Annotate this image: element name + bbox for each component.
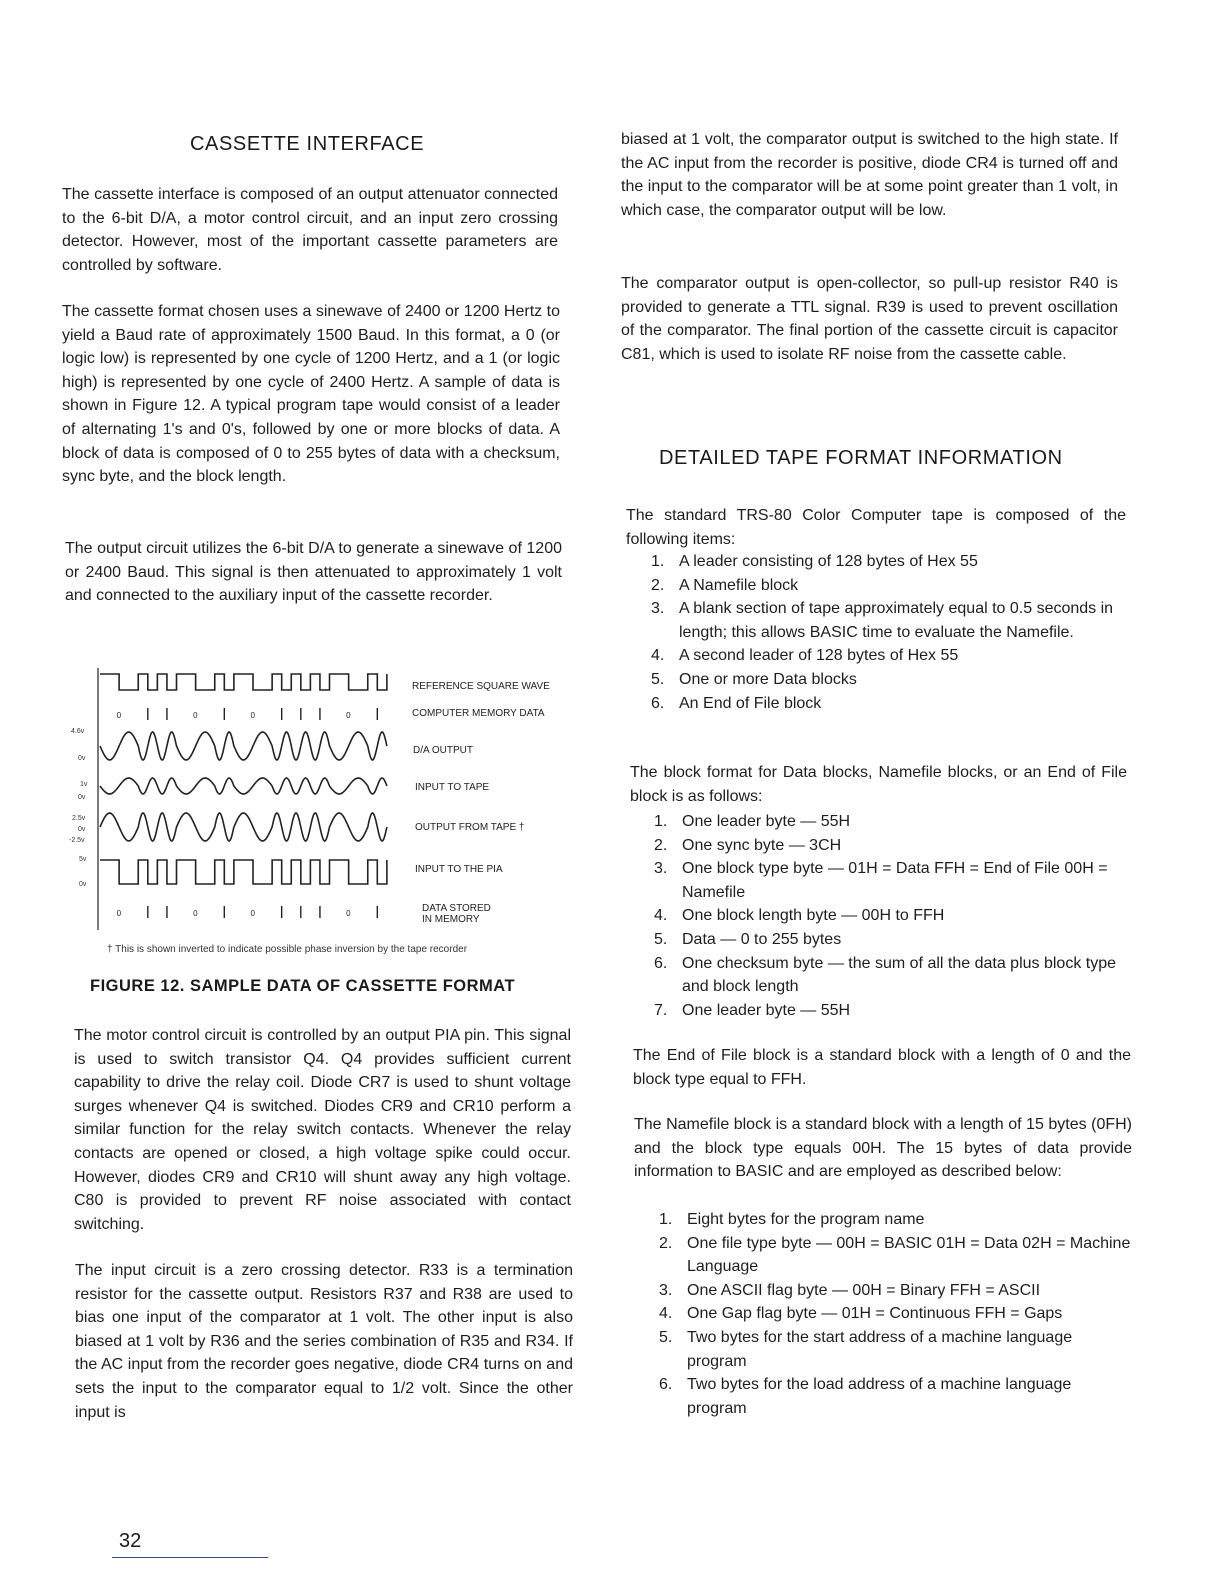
voltage-1v: 1v	[80, 781, 88, 788]
stored-bit-zero: 0	[250, 909, 255, 918]
list-item: 6. Two bytes for the load address of a machine language program	[659, 1376, 1072, 1417]
paragraph-block-format: The block format for Data blocks, Namefile blocks, or an End of File block is as follows:	[630, 764, 1127, 805]
memory-bit-zero: 0	[193, 711, 198, 720]
paragraph-end-of-file: The End of File block is a standard block with a length of 0 and the block type equal to FFH.	[633, 1047, 1131, 1088]
list-item: 4. A second leader of 128 bytes of Hex 55	[651, 647, 959, 665]
list-item: 1. A leader consisting of 128 bytes of Hex 55	[651, 553, 978, 570]
voltage-neg-2-5v: -2.5v	[69, 837, 85, 844]
figure-12-waveforms	[60, 662, 580, 942]
paragraph-comparator-output: The comparator output is open-collector, so pull-up resistor R40 is provided to generate a TTL signal. R39 is used to prevent oscillation of the comparator. The final portion of the cassette circuit is capacitor C81, which is used to isolate RF noise from the cassette cable.	[621, 275, 1118, 363]
paragraph-output-circuit: The output circuit utilizes the 6-bit D/A to generate a sinewave of 1200 or 2400 Baud. This signal is then attenuated to approximately 1 volt and connected to the auxiliary input of the cassette recorder.	[65, 540, 562, 605]
heading-detailed-tape-format: DETAILED TAPE FORMAT INFORMATION	[659, 447, 1063, 469]
label-input-to-pia: INPUT TO THE PIA	[415, 864, 503, 875]
memory-bit-zero: 0	[346, 711, 351, 720]
list-item: 6. One checksum byte — the sum of all the data plus block type and block length	[654, 954, 1116, 996]
list-item: 5. One or more Data blocks	[651, 670, 857, 688]
paragraph-tape-intro: The standard TRS-80 Color Computer tape is composed of the following items:	[626, 507, 1126, 548]
label-output-from-tape: OUTPUT FROM TAPE †	[415, 822, 525, 833]
paragraph-cassette-intro: The cassette interface is composed of an output attenuator connected to the 6-bit D/A, a motor control circuit, and an input zero crossing detector. However, most of the important cassette parameters are controlled by software.	[62, 186, 558, 274]
paragraph-comparator-continued: biased at 1 volt, the comparator output is switched to the high state. If the AC input from the recorder is positive, diode CR4 is turned off and the input to the comparator will be at some point greater than 1 volt, in which case, the comparator output will be low.	[621, 131, 1118, 219]
trace-input-to-pia	[100, 860, 387, 884]
list-item: 3. One ASCII flag byte — 00H = Binary FFH = ASCII	[659, 1281, 1041, 1299]
voltage-2-5v: 2.5v	[72, 815, 86, 822]
bit-row-stored-memory	[117, 906, 378, 918]
memory-bit-zero: 0	[250, 711, 255, 720]
paragraph-namefile: The Namefile block is a standard block with a length of 15 bytes (0FH) and the block type equals 00H. The 15 bytes of data provide information to BASIC and are employed as described below:	[634, 1116, 1132, 1181]
list-item: 2. One sync byte — 3CH	[654, 836, 842, 854]
list-block-items	[654, 810, 1130, 1022]
list-tape-items	[651, 550, 1125, 715]
list-item: 1. One leader byte — 55H	[654, 813, 851, 830]
figure-footnote: † This is shown inverted to indicate possible phase inversion by the tape recorder	[107, 944, 468, 955]
voltage-5v: 5v	[79, 856, 87, 863]
list-item: 5. Data — 0 to 255 bytes	[654, 930, 842, 948]
label-computer-memory-data: COMPUTER MEMORY DATA	[412, 708, 545, 719]
list-item: 2. One file type byte — 00H = BASIC 01H = Data 02H = Machine Language	[659, 1234, 1131, 1276]
voltage-0v-a: 0v	[78, 755, 86, 762]
list-namefile-items	[659, 1208, 1135, 1420]
voltage-0v-c: 0v	[78, 826, 86, 833]
trace-da-output	[100, 732, 387, 760]
list-item: 4. One block length byte — 00H to FFH	[654, 907, 945, 925]
heading-cassette-interface: CASSETTE INTERFACE	[190, 133, 425, 155]
list-item: 2. A Namefile block	[651, 576, 799, 594]
label-da-output: D/A OUTPUT	[413, 745, 474, 756]
trace-output-from-tape	[100, 813, 387, 841]
memory-bit-zero: 0	[116, 711, 122, 720]
paragraph-motor-control: The motor control circuit is controlled by an output PIA pin. This signal is used to switch transistor Q4. Q4 provides sufficient current capability to drive the relay coil. Diode CR7 is used to shunt voltage surges whenever Q4 is switched. Diodes CR9 and CR10 perform a similar function for the relay switch contacts. Whenever the relay contacts are opened or closed, a high voltage spike could occur. However, diodes CR9 and CR10 will shunt away any high voltage. C80 is provided to prevent RF noise associated with contact switching.	[74, 1027, 571, 1233]
waveform-traces	[98, 668, 387, 930]
list-item: 4. One Gap flag byte — 01H = Continuous FFH = Gaps	[659, 1305, 1063, 1323]
stored-bit-zero: 0	[193, 909, 198, 918]
waveform-labels	[412, 681, 550, 925]
list-item: 1. Eight bytes for the program name	[659, 1211, 925, 1228]
paragraph-cassette-format: The cassette format chosen uses a sinewave of 2400 or 1200 Hertz to yield a Baud rate of approximately 1500 Baud. In this format, a 0 (or logic low) is represented by one cycle of 1200 Hertz, and a 1 (or logic high) is represented by one cycle of 2400 Hertz. A sample of data is shown in Figure 12. A typical program tape would consist of a leader of alternating 1's and 0's, followed by one or more blocks of data. A block of data is composed of 0 to 255 bytes of data with a checksum, sync byte, and the block length.	[62, 303, 560, 486]
voltage-4-6v: 4.6v	[71, 728, 85, 735]
page-footer-rule	[112, 1557, 268, 1558]
page-number: 32	[119, 1530, 142, 1552]
voltage-labels	[69, 728, 88, 888]
paragraph-input-circuit: The input circuit is a zero crossing detector. R33 is a termination resistor for the cassette output. Resistors R37 and R38 are used to bias one input of the comparator at 1 volt. The other input is also biased at 1 volt by R36 and the series combination of R35 and R34. If the AC input from the recorder goes negative, diode CR4 turns on and sets the input to the comparator equal to 1/2 volt. Since the other input is	[75, 1262, 573, 1421]
list-item: 7. One leader byte — 55H	[654, 1001, 851, 1019]
label-data-stored: DATA STORED	[422, 903, 491, 914]
list-item: 3. One block type byte — 01H = Data FFH = End of File 00H = Namefile	[654, 860, 1108, 901]
trace-reference-square-wave	[100, 674, 387, 690]
voltage-0v-d: 0v	[79, 881, 87, 888]
trace-input-to-tape	[100, 778, 387, 794]
list-item: 6. An End of File block	[651, 694, 822, 712]
figure-12-caption: FIGURE 12. SAMPLE DATA OF CASSETTE FORMAT	[90, 977, 516, 995]
list-item: 3. A blank section of tape approximately equal to 0.5 seconds in length; this allows BASIC time to evaluate the Namefile.	[651, 600, 1114, 641]
label-in-memory: IN MEMORY	[422, 914, 480, 925]
stored-bit-zero: 0	[346, 909, 351, 918]
list-item: 5. Two bytes for the start address of a machine language program	[659, 1328, 1073, 1370]
bit-row-computer-memory	[117, 708, 378, 720]
voltage-0v-b: 0v	[78, 794, 86, 801]
label-reference-square-wave: REFERENCE SQUARE WAVE	[412, 681, 550, 692]
label-input-to-tape: INPUT TO TAPE	[415, 782, 490, 793]
stored-bit-zero: 0	[116, 909, 122, 918]
